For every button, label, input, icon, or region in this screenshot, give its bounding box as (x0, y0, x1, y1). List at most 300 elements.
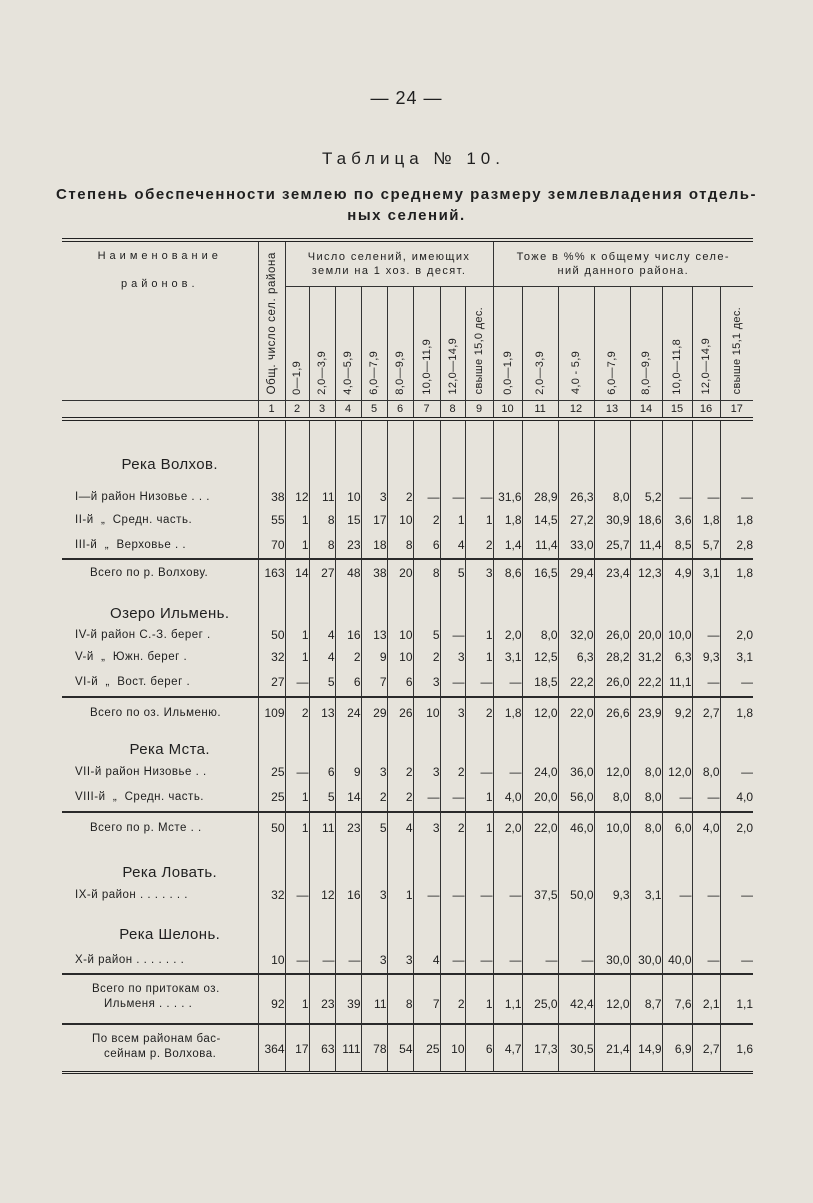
empty-cell (465, 419, 493, 485)
cell-count-5: 10 (387, 508, 413, 531)
cell-total: 10 (258, 946, 285, 974)
empty-cell (258, 842, 285, 884)
cell-count-7: 5 (440, 559, 465, 586)
label-line: Река Шелонь. (119, 926, 221, 943)
cell-count-4: 17 (361, 508, 387, 531)
cell-count-2: 11 (309, 812, 335, 842)
cell-count-4: 38 (361, 559, 387, 586)
cell-pct-3: 56,0 (558, 783, 594, 812)
cell-pct-1: 1,4 (493, 531, 522, 559)
row-label (62, 508, 258, 531)
cell-count-5: 8 (387, 531, 413, 559)
row-label (62, 531, 258, 559)
empty-cell (630, 727, 662, 761)
cell-count-3: 23 (335, 531, 361, 559)
section-heading (62, 727, 258, 761)
empty-cell (522, 727, 558, 761)
header-pct-label: 10,0—11,8 (671, 338, 684, 395)
cell-pct-8: — (720, 761, 753, 783)
row-label (62, 884, 258, 906)
header-count-col (387, 286, 413, 400)
empty-cell (720, 586, 753, 624)
cell-pct-3: 27,2 (558, 508, 594, 531)
column-number: 10 (493, 400, 522, 419)
label-line: Всего по р. Волхову. (90, 567, 209, 579)
cell-count-7: 4 (440, 531, 465, 559)
cell-pct-4: 26,0 (594, 668, 630, 697)
cell-pct-8: 1,6 (720, 1024, 753, 1072)
cell-count-3: 15 (335, 508, 361, 531)
cell-pct-7: — (692, 485, 720, 508)
row-label (62, 559, 258, 586)
cell-pct-5: 8,0 (630, 812, 662, 842)
district-row (62, 946, 753, 974)
row-label (62, 946, 258, 974)
cell-pct-8: 2,0 (720, 812, 753, 842)
cell-pct-1: 1,8 (493, 697, 522, 727)
cell-count-5: 8 (387, 974, 413, 1024)
cell-pct-6: 6,3 (662, 646, 692, 668)
cell-pct-8: — (720, 946, 753, 974)
empty-cell (630, 419, 662, 485)
cell-pct-1: 31,6 (493, 485, 522, 508)
empty-cell (692, 727, 720, 761)
cell-count-6: 8 (413, 559, 440, 586)
header-count-label: 4,0—5,9 (342, 350, 354, 395)
empty-cell (662, 842, 692, 884)
cell-count-6: 3 (413, 761, 440, 783)
cell-pct-5: 31,2 (630, 646, 662, 668)
header-count-label: свыше 15,0 дес. (473, 307, 486, 395)
cell-count-2: 8 (309, 531, 335, 559)
empty-cell (594, 586, 630, 624)
cell-pct-2: — (522, 946, 558, 974)
empty-cell (692, 842, 720, 884)
cell-total: 25 (258, 761, 285, 783)
header-name-line: районов. (120, 278, 199, 290)
header-row (62, 240, 753, 286)
label-line: Всего по р. Мсте . . (90, 821, 202, 834)
header-pct-col (594, 286, 630, 400)
district-row (62, 485, 753, 508)
cell-pct-6: — (662, 783, 692, 812)
cell-pct-5: 5,2 (630, 485, 662, 508)
label-line: VI-й „ Вост. берег . (75, 676, 191, 688)
cell-total: 32 (258, 646, 285, 668)
cell-pct-7: — (692, 783, 720, 812)
subtitle-line: ных селений. (347, 207, 466, 224)
cell-pct-2: 12,5 (522, 646, 558, 668)
empty-cell (558, 906, 594, 946)
empty-cell (335, 586, 361, 624)
section-heading (62, 906, 258, 946)
cell-pct-3: 30,5 (558, 1024, 594, 1072)
row-label (62, 783, 258, 812)
cell-pct-3: — (558, 946, 594, 974)
row-label (62, 668, 258, 697)
cell-count-8: — (465, 485, 493, 508)
empty-cell (720, 727, 753, 761)
cell-count-8: 1 (465, 646, 493, 668)
cell-total: 92 (258, 974, 285, 1024)
header-counts-group (285, 240, 493, 286)
label-line: I—й район Низовье . . . (75, 490, 210, 503)
cell-count-1: 17 (285, 1024, 309, 1072)
row-label (62, 646, 258, 668)
cell-pct-1: 2,0 (493, 624, 522, 646)
cell-count-3: 2 (335, 646, 361, 668)
cell-count-7: 1 (440, 508, 465, 531)
cell-count-2: 23 (309, 974, 335, 1024)
header-pct-label: свыше 15,1 дес. (730, 307, 743, 395)
cell-count-6: — (413, 884, 440, 906)
cell-count-1: — (285, 946, 309, 974)
cell-pct-7: — (692, 624, 720, 646)
empty-cell (335, 419, 361, 485)
header-count-col (361, 286, 387, 400)
empty-cell (630, 586, 662, 624)
header-count-col (465, 286, 493, 400)
empty-cell (413, 906, 440, 946)
cell-pct-2: 28,9 (522, 485, 558, 508)
district-row (62, 761, 753, 783)
cell-count-3: 111 (335, 1024, 361, 1072)
cell-pct-8: 4,0 (720, 783, 753, 812)
empty-cell (258, 419, 285, 485)
cell-pct-2: 25,0 (522, 974, 558, 1024)
total-row (62, 974, 753, 1024)
empty-cell (387, 727, 413, 761)
cell-pct-3: 6,3 (558, 646, 594, 668)
cell-pct-1: 8,6 (493, 559, 522, 586)
section-heading (62, 586, 258, 624)
cell-pct-6: — (662, 485, 692, 508)
cell-count-7: 2 (440, 812, 465, 842)
cell-total: 32 (258, 884, 285, 906)
page-number: — 24 — (370, 88, 443, 108)
empty-cell (522, 842, 558, 884)
cell-count-7: — (440, 668, 465, 697)
cell-pct-1: 1,1 (493, 974, 522, 1024)
cell-pct-1: 4,0 (493, 783, 522, 812)
empty-cell (594, 727, 630, 761)
cell-count-3: 10 (335, 485, 361, 508)
cell-pct-7: 3,1 (692, 559, 720, 586)
empty-cell (413, 419, 440, 485)
cell-pct-4: 12,0 (594, 974, 630, 1024)
column-number: 2 (285, 400, 309, 419)
cell-count-3: 6 (335, 668, 361, 697)
cell-count-5: 10 (387, 646, 413, 668)
empty-cell (594, 842, 630, 884)
header-pct-col (692, 286, 720, 400)
cell-pct-4: 30,0 (594, 946, 630, 974)
header-pct-col (493, 286, 522, 400)
cell-count-2: 12 (309, 884, 335, 906)
empty-cell (662, 906, 692, 946)
total-row (62, 1024, 753, 1072)
cell-count-8: 1 (465, 783, 493, 812)
header-count-label: 0—1,9 (291, 360, 303, 395)
cell-count-7: 10 (440, 1024, 465, 1072)
cell-total: 27 (258, 668, 285, 697)
empty-cell (630, 842, 662, 884)
label-line: Всего по притокам оз. (92, 983, 220, 995)
empty-cell (662, 586, 692, 624)
column-number: 5 (361, 400, 387, 419)
label-line: VIII-й „ Средн. часть. (75, 791, 205, 803)
cell-pct-2: 18,5 (522, 668, 558, 697)
cell-count-3: 48 (335, 559, 361, 586)
empty-cell (558, 727, 594, 761)
cell-pct-6: — (662, 884, 692, 906)
empty-cell (558, 419, 594, 485)
cell-total: 364 (258, 1024, 285, 1072)
district-row (62, 884, 753, 906)
cell-pct-3: 42,4 (558, 974, 594, 1024)
header-pct-col (522, 286, 558, 400)
empty-cell (309, 906, 335, 946)
header-pct-label: 4,0 - 5,9 (570, 351, 583, 395)
header-pct-label: 8,0—9,9 (640, 350, 653, 395)
section-row (62, 842, 753, 884)
table-body (62, 419, 753, 1072)
cell-pct-1: — (493, 884, 522, 906)
district-row (62, 624, 753, 646)
cell-count-1: 1 (285, 531, 309, 559)
empty-cell (285, 906, 309, 946)
empty-cell (493, 419, 522, 485)
label-line: IX-й район . . . . . . . (75, 889, 189, 901)
cell-count-3: 9 (335, 761, 361, 783)
cell-count-4: 9 (361, 646, 387, 668)
cell-count-4: 13 (361, 624, 387, 646)
cell-pct-5: 30,0 (630, 946, 662, 974)
cell-pct-6: 8,5 (662, 531, 692, 559)
cell-pct-6: 3,6 (662, 508, 692, 531)
land-provision-table (62, 238, 753, 1074)
cell-pct-6: 7,6 (662, 974, 692, 1024)
cell-count-8: 1 (465, 812, 493, 842)
cell-pct-3: 33,0 (558, 531, 594, 559)
total-row (62, 559, 753, 586)
cell-pct-6: 6,0 (662, 812, 692, 842)
cell-count-6: 4 (413, 946, 440, 974)
cell-count-5: 10 (387, 624, 413, 646)
empty-cell (558, 842, 594, 884)
header-count-col (440, 286, 465, 400)
cell-count-3: 14 (335, 783, 361, 812)
cell-pct-5: 11,4 (630, 531, 662, 559)
cell-pct-2: 37,5 (522, 884, 558, 906)
header-pct-col (558, 286, 594, 400)
cell-count-6: 25 (413, 1024, 440, 1072)
cell-count-4: 2 (361, 783, 387, 812)
cell-count-5: 6 (387, 668, 413, 697)
empty-cell (440, 842, 465, 884)
cell-pct-5: 18,6 (630, 508, 662, 531)
cell-count-2: 5 (309, 668, 335, 697)
empty-cell (361, 906, 387, 946)
cell-pct-2: 20,0 (522, 783, 558, 812)
cell-count-5: 3 (387, 946, 413, 974)
section-row (62, 586, 753, 624)
district-row (62, 646, 753, 668)
cell-count-4: 3 (361, 946, 387, 974)
cell-pct-5: 8,7 (630, 974, 662, 1024)
column-number: 13 (594, 400, 630, 419)
empty-cell (630, 906, 662, 946)
empty-cell (258, 727, 285, 761)
cell-count-5: 26 (387, 697, 413, 727)
cell-pct-7: 1,8 (692, 508, 720, 531)
empty-cell (522, 906, 558, 946)
table-title: Таблица № 10. (322, 149, 505, 168)
cell-count-5: 2 (387, 783, 413, 812)
cell-count-4: 3 (361, 761, 387, 783)
header-count-col (285, 286, 309, 400)
section-row (62, 906, 753, 946)
cell-pct-5: 3,1 (630, 884, 662, 906)
cell-count-5: 54 (387, 1024, 413, 1072)
empty-cell (692, 906, 720, 946)
header-pct-col (662, 286, 692, 400)
cell-pct-8: 3,1 (720, 646, 753, 668)
empty-cell (522, 419, 558, 485)
cell-pct-1: — (493, 946, 522, 974)
empty-cell (413, 842, 440, 884)
cell-total: 50 (258, 812, 285, 842)
cell-pct-5: 23,9 (630, 697, 662, 727)
cell-count-2: 6 (309, 761, 335, 783)
district-row (62, 783, 753, 812)
section-row (62, 727, 753, 761)
row-label (62, 624, 258, 646)
empty-cell (440, 419, 465, 485)
cell-count-4: 18 (361, 531, 387, 559)
cell-total: 109 (258, 697, 285, 727)
empty-cell (258, 586, 285, 624)
cell-pct-1: 4,7 (493, 1024, 522, 1072)
empty-cell (258, 906, 285, 946)
cell-pct-2: 8,0 (522, 624, 558, 646)
empty-cell (361, 419, 387, 485)
cell-count-6: 5 (413, 624, 440, 646)
empty-cell (285, 419, 309, 485)
header-group-line: Число селений, имеющих (307, 250, 471, 263)
column-number: 6 (387, 400, 413, 419)
cell-count-8: 2 (465, 697, 493, 727)
label-line: Озеро Ильмень. (110, 605, 230, 622)
header-count-label: 8,0—9,9 (394, 350, 406, 395)
cell-pct-1: 2,0 (493, 812, 522, 842)
cell-count-1: 1 (285, 646, 309, 668)
column-number: 15 (662, 400, 692, 419)
cell-pct-7: 2,1 (692, 974, 720, 1024)
cell-pct-7: — (692, 946, 720, 974)
cell-count-8: — (465, 668, 493, 697)
table-subtitle (0, 184, 813, 226)
header-pct-label: 0,0—1,9 (501, 350, 514, 395)
cell-count-1: 2 (285, 697, 309, 727)
cell-count-3: 16 (335, 884, 361, 906)
empty-cell (465, 906, 493, 946)
header-pct-label: 12,0—14,9 (700, 337, 713, 395)
cell-pct-5: 12,3 (630, 559, 662, 586)
label-line: IV-й район С.-З. берег . (75, 629, 211, 641)
label-line: X-й район . . . . . . . (75, 953, 185, 966)
cell-count-1: 12 (285, 485, 309, 508)
header-count-label: 10,0—11,9 (420, 338, 433, 395)
empty-cell (440, 586, 465, 624)
empty-cell (465, 727, 493, 761)
cell-count-8: 1 (465, 624, 493, 646)
cell-count-4: 3 (361, 884, 387, 906)
cell-pct-2: 11,4 (522, 531, 558, 559)
cell-pct-8: — (720, 485, 753, 508)
header-total-label: Общ. число сел. района (265, 252, 278, 395)
cell-pct-7: 4,0 (692, 812, 720, 842)
cell-count-4: 5 (361, 812, 387, 842)
cell-pct-2: 17,3 (522, 1024, 558, 1072)
header-group-line: Тоже в %% к общему числу селе- (516, 250, 730, 263)
cell-count-6: 3 (413, 668, 440, 697)
cell-pct-6: 12,0 (662, 761, 692, 783)
cell-pct-4: 26,0 (594, 624, 630, 646)
empty-cell (465, 586, 493, 624)
cell-total: 163 (258, 559, 285, 586)
cell-pct-3: 50,0 (558, 884, 594, 906)
cell-count-2: 8 (309, 508, 335, 531)
header-total-column (258, 240, 285, 400)
cell-count-6: 10 (413, 697, 440, 727)
empty-cell (335, 906, 361, 946)
cell-count-6: 2 (413, 508, 440, 531)
cell-pct-8: 1,1 (720, 974, 753, 1024)
cell-count-1: 1 (285, 624, 309, 646)
empty-cell (387, 419, 413, 485)
header-count-label: 2,0—3,9 (316, 350, 328, 395)
cell-pct-7: — (692, 884, 720, 906)
cell-total: 38 (258, 485, 285, 508)
column-number-blank (62, 400, 258, 419)
label-line: III-й „ Верховье . . (75, 538, 187, 551)
cell-pct-4: 28,2 (594, 646, 630, 668)
cell-pct-8: 1,8 (720, 697, 753, 727)
total-row (62, 812, 753, 842)
row-label (62, 812, 258, 842)
header-group-line: ний данного района. (557, 264, 690, 277)
cell-pct-3: 46,0 (558, 812, 594, 842)
cell-pct-4: 25,7 (594, 531, 630, 559)
cell-pct-2: 22,0 (522, 812, 558, 842)
cell-count-3: 16 (335, 624, 361, 646)
cell-count-1: — (285, 884, 309, 906)
cell-pct-7: — (692, 668, 720, 697)
cell-count-3: 24 (335, 697, 361, 727)
empty-cell (309, 727, 335, 761)
cell-pct-2: 16,5 (522, 559, 558, 586)
cell-pct-1: 1,8 (493, 508, 522, 531)
cell-count-2: 27 (309, 559, 335, 586)
empty-cell (493, 727, 522, 761)
cell-pct-6: 10,0 (662, 624, 692, 646)
cell-pct-8: — (720, 884, 753, 906)
empty-cell (309, 419, 335, 485)
empty-cell (594, 906, 630, 946)
cell-count-8: 3 (465, 559, 493, 586)
column-number: 9 (465, 400, 493, 419)
